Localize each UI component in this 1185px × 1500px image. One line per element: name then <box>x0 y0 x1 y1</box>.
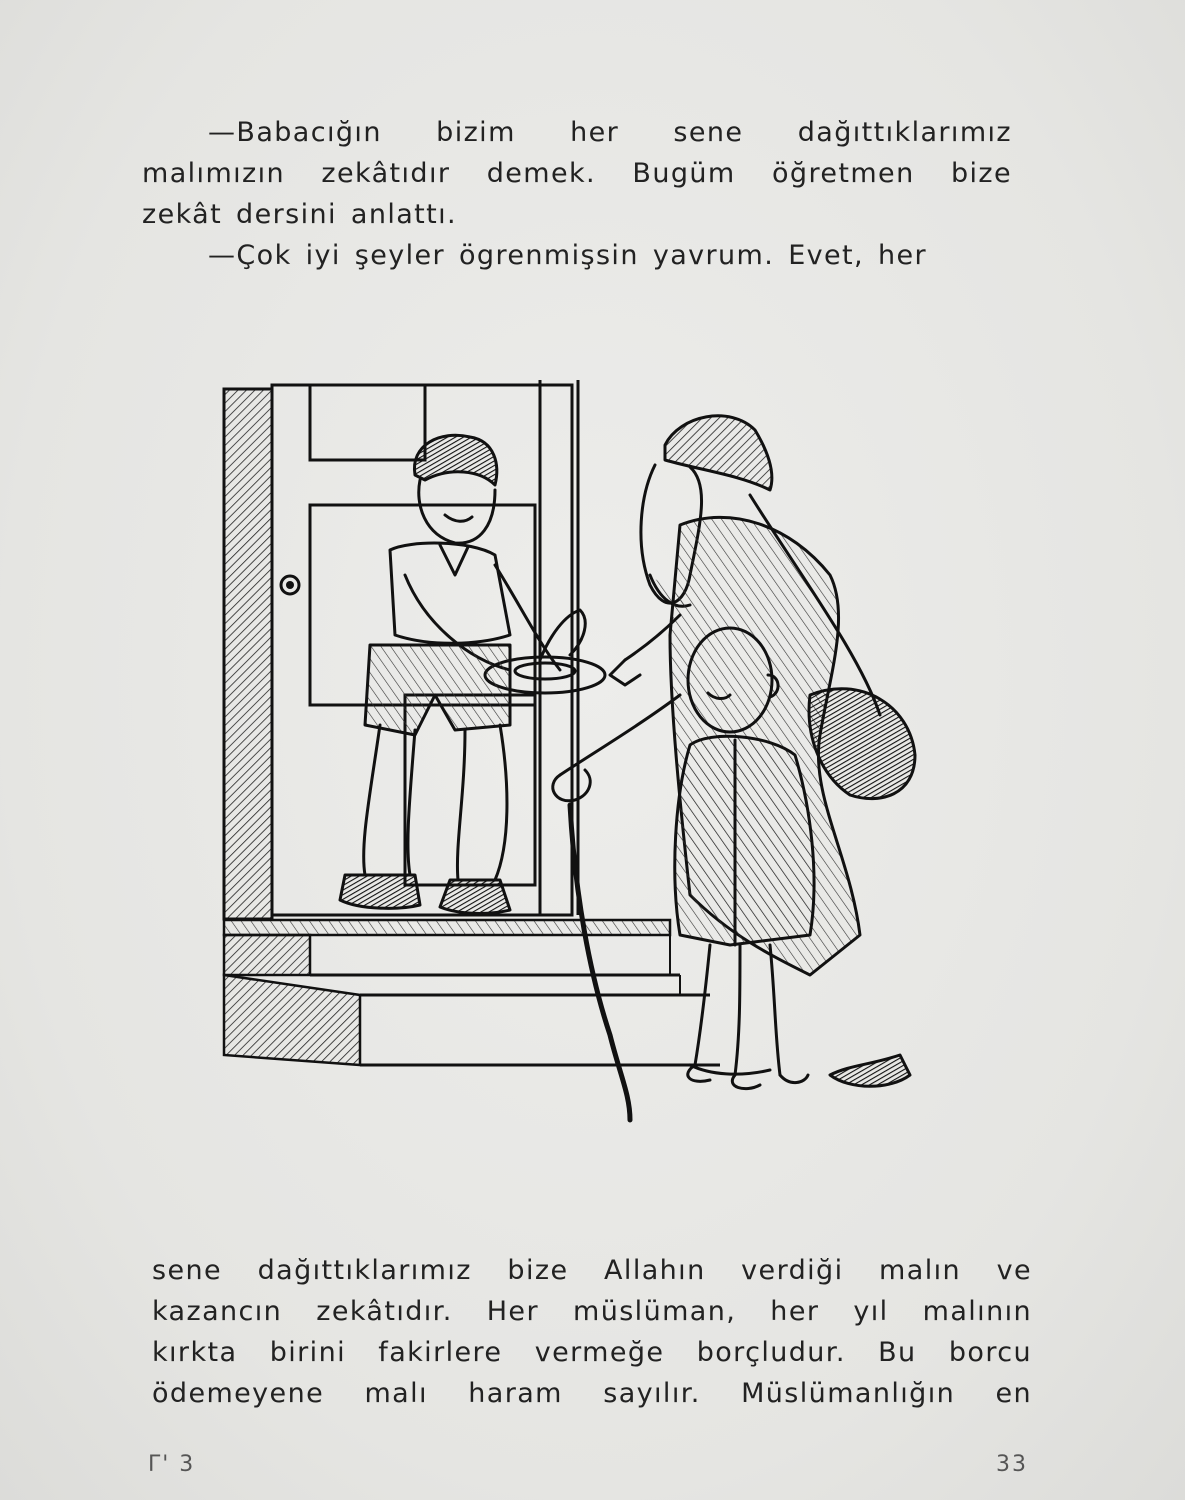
signature-mark: Γ' 3 <box>148 1452 196 1477</box>
page-number: 33 <box>996 1452 1028 1477</box>
text-line: —Çok iyi şeyler ögrenmişsin yavrum. Evet, her <box>208 240 928 271</box>
text-line: malımızın zekâtıdır demek. Bugüm öğretmen bize <box>142 158 1012 189</box>
zakat-giving-illustration-icon <box>210 375 990 1165</box>
paragraph-top <box>142 112 1012 276</box>
text-line: —Babacığın bizim her sene dağıttıklarımız <box>208 117 1012 148</box>
text-line: kırkta birini fakirlere vermeğe borçludur. Bu borcu <box>152 1337 1032 1368</box>
paragraph-bottom <box>152 1250 1032 1414</box>
text-line: sene dağıttıklarımız bize Allahın verdiği malın ve <box>152 1255 1032 1286</box>
text-line: zekât dersini anlattı. <box>142 199 458 230</box>
text-line: ödemeyene malı haram sayılır. Müslümanlığın en <box>152 1378 1032 1409</box>
text-line: kazancın zekâtıdır. Her müslüman, her yıl malının <box>152 1296 1032 1327</box>
